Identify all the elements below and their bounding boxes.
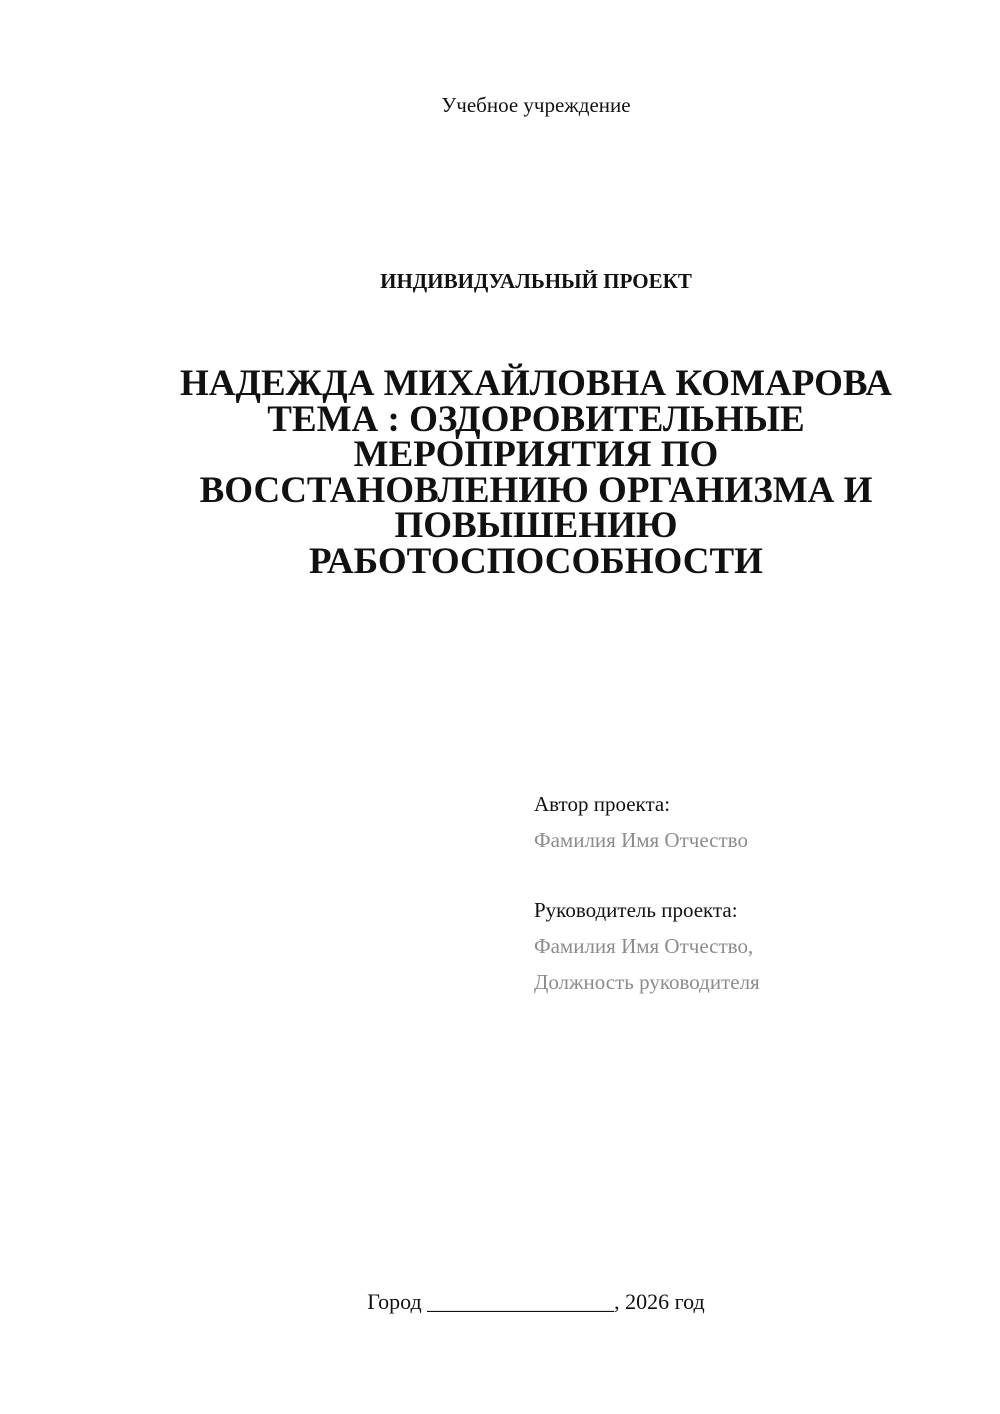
title-line: ПОВЫШЕНИЮ bbox=[394, 505, 678, 546]
author-block bbox=[534, 786, 748, 858]
supervisor-label: Руководитель проекта: bbox=[534, 898, 738, 922]
supervisor-block bbox=[534, 892, 760, 1000]
institution-name: Учебное учреждение bbox=[441, 93, 631, 117]
title-line: ВОССТАНОВЛЕНИЮ ОРГАНИЗМА И bbox=[199, 469, 873, 511]
city-year-line: Город _________________, 2026 год bbox=[367, 1289, 705, 1314]
author-name-placeholder: Фамилия Имя Отчество bbox=[534, 828, 748, 852]
title-line: НАДЕЖДА МИХАЙЛОВНА КОМАРОВА bbox=[180, 363, 892, 404]
supervisor-name-placeholder: Фамилия Имя Отчество, bbox=[534, 934, 754, 958]
author-label: Автор проекта: bbox=[534, 792, 671, 816]
title-line: ТЕМА : ОЗДОРОВИТЕЛЬНЫЕ bbox=[267, 398, 805, 440]
project-title bbox=[160, 363, 912, 582]
supervisor-position-placeholder: Должность руководителя bbox=[534, 970, 760, 994]
document-type-heading: ИНДИВИДУАЛЬНЫЙ ПРОЕКТ bbox=[380, 269, 692, 293]
title-line: МЕРОПРИЯТИЯ ПО bbox=[353, 434, 719, 475]
title-line: РАБОТОСПОСОБНОСТИ bbox=[309, 540, 763, 582]
